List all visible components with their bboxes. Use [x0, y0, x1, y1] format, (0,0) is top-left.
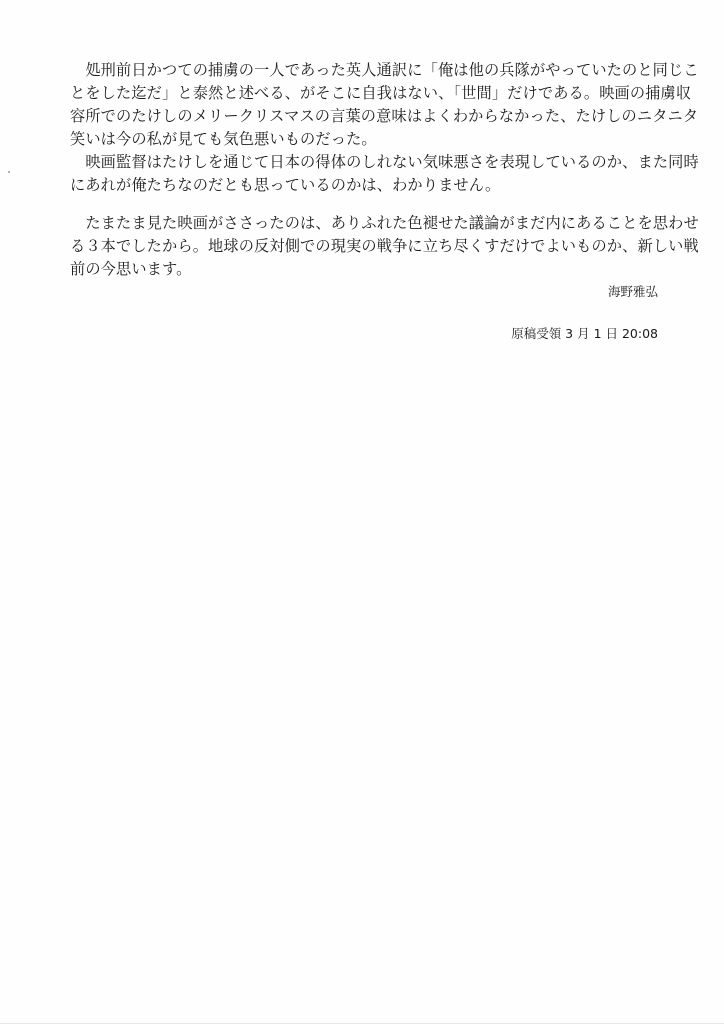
paragraph-3-line-1: たまたま見た映画がささったのは、ありふれた色褪せた議論がまだ内にあることを思わせ [70, 214, 699, 232]
paragraph-2-line-2: にあれが俺たちなのだとも思っているのかは、わかりません。 [70, 176, 501, 194]
paragraph-1-line-3: 容所でのたけしのメリークリスマスの言葉の意味はよくわからなかった、たけしのニタニタ [70, 107, 699, 125]
received-timestamp: 原稿受領 3 月 1 日 20:08 [511, 326, 658, 341]
paragraph-3-line-2: る３本でしたから。地球の反対側での現実の戦争に立ち尽くすだけでよいものか、新しい戦 [70, 237, 699, 255]
paragraph-1-line-4: 笑いは今の私が見ても気色悪いものだった。 [70, 130, 377, 148]
author-name: 海野雅弘 [607, 284, 658, 299]
paragraph-1-line-1: 処刑前日かつての捕虜の一人であった英人通訳に「俺は他の兵隊がやっていたのと同じこ [70, 61, 699, 79]
paragraph-2-line-1: 映画監督はたけしを通じて日本の得体のしれない気味悪さを表現しているのか、また同時 [70, 153, 699, 171]
paragraph-3-line-3: 前の今思います。 [70, 260, 192, 278]
paragraph-1-line-2: とをした迄だ」と泰然と述べる、がそこに自我はない、「世間」だけである。映画の捕虜収 [70, 84, 692, 102]
scan-speck [8, 171, 10, 173]
